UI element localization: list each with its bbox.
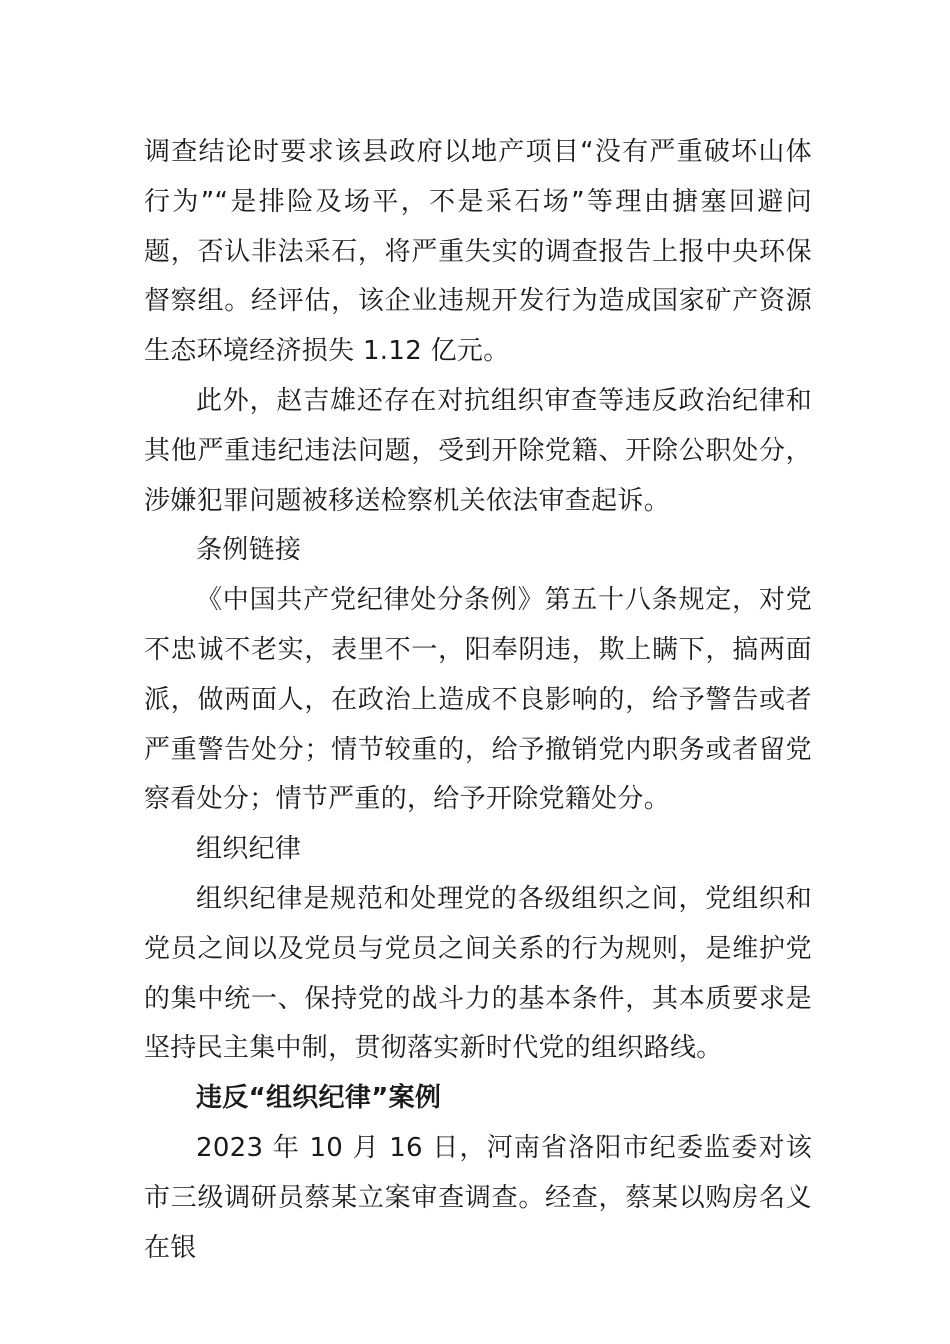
- heading-regulation-link: 条例链接: [196, 535, 302, 566]
- heading-organizational-discipline-case: 违反“组织纪律”案例: [196, 1083, 442, 1114]
- paragraph-additional-violations: 此外，赵吉雄还存在对抗组织审查等违反政治纪律和其他严重违纪违法问题，受到开除党籍、开除公职处分，涉嫌犯罪问题被移送检察机关依法审查起诉。: [144, 385, 812, 516]
- heading-organizational-discipline: 组织纪律: [196, 834, 302, 865]
- paragraph-regulation-article: 《中国共产党纪律处分条例》第五十八条规定，对党不忠诚不老实，表里不一，阳奉阴违，欺上瞒下，搞两面派，做两面人，在政治上造成不良影响的，给予警告或者严重警告处分；情节较重的，给予撤销党内职务或者留党察看处分；情节严重的，给予开除党籍处分。: [144, 585, 812, 815]
- document-body: [144, 128, 812, 1273]
- paragraph-organizational-discipline-definition: 组织纪律是规范和处理党的各级组织之间，党组织和党员之间以及党员与党员之间关系的行为规则，是维护党的集中统一、保持党的战斗力的基本条件，其本质要求是坚持民主集中制，贯彻落实新时代党的组织路线。: [144, 883, 812, 1064]
- paragraph-investigation-conclusion: 调查结论时要求该县政府以地产项目“没有严重破坏山体行为”“是排险及场平，不是采石场”等理由搪塞回避问题，否认非法采石，将严重失实的调查报告上报中央环保督察组。经评估，该企业违规开发行为造成国家矿产资源生态环境经济损失 1.12 亿元。: [144, 137, 812, 367]
- paragraph-case-description: 2023 年 10 月 16 日，河南省洛阳市纪委监委对该市三级调研员蔡某立案审查调查。经查，蔡某以购房名义在银: [144, 1132, 812, 1263]
